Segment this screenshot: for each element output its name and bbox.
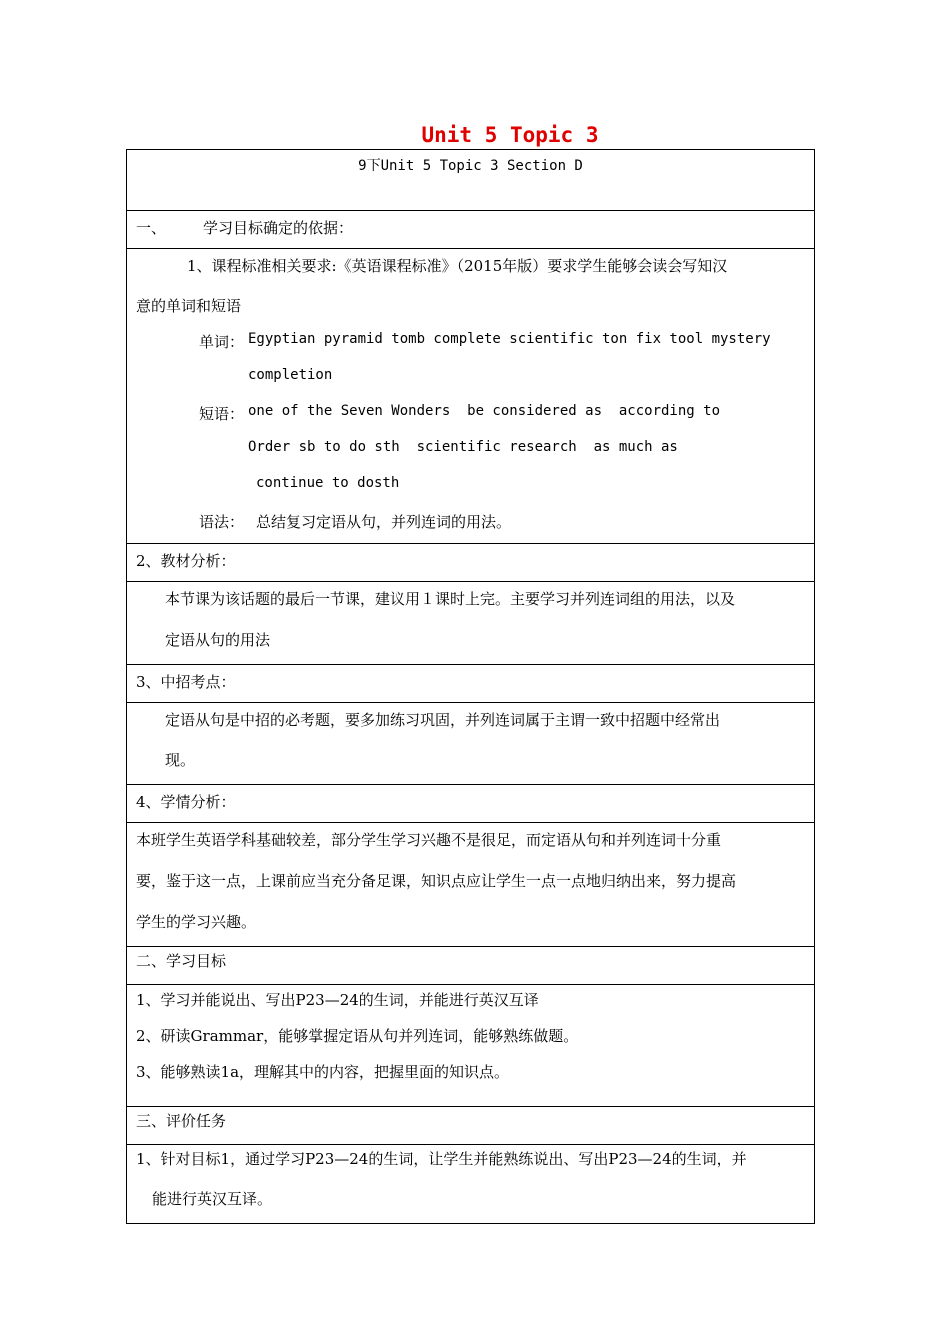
students-line-1: 本班学生英语学科基础较差，部分学生学习兴趣不是很足，而定语从句和并列连词十分重 xyxy=(136,831,722,849)
textbook-line-1: 本节课为该话题的最后一节课，建议用１课时上完。主要学习并列连词组的用法，以及 xyxy=(165,590,736,608)
lesson-plan-table xyxy=(126,149,815,1224)
students-heading: 4、学情分析： xyxy=(136,793,236,811)
evaluation-heading-row xyxy=(127,1106,814,1144)
goal-item-2: 2、研读Grammar，能够掌握定语从句并列连词，能够熟练做题。 xyxy=(136,1027,579,1045)
evaluation-content-row xyxy=(127,1144,814,1223)
goals-content-row xyxy=(127,984,814,1106)
exam-content-row xyxy=(127,702,814,784)
students-heading-row xyxy=(127,784,814,822)
words-line-2: completion xyxy=(248,367,333,383)
exam-line-2: 现。 xyxy=(165,751,196,769)
curriculum-line-2: 意的单词和短语 xyxy=(136,297,242,315)
section-title-row xyxy=(127,150,814,210)
goals-heading-row xyxy=(127,946,814,984)
goal-item-1: 1、学习并能说出、写出P23—24的生词，并能进行英汉互译 xyxy=(136,991,539,1009)
phrases-line-1: one of the Seven Wonders be considered as according to xyxy=(248,403,721,419)
exam-heading-row xyxy=(127,664,814,702)
phrases-line-2: Order sb to do sth scientific research as much as xyxy=(248,439,678,455)
phrases-label: 短语： xyxy=(199,405,245,423)
goal-item-3: 3、能够熟读1a，理解其中的内容，把握里面的知识点。 xyxy=(136,1063,510,1081)
curriculum-row xyxy=(127,248,814,543)
exam-line-1: 定语从句是中招的必考题，要多加练习巩固，并列连词属于主谓一致中招题中经常出 xyxy=(165,711,721,729)
textbook-heading: 2、教材分析： xyxy=(136,552,236,570)
evaluation-heading: 三、评价任务 xyxy=(136,1112,227,1130)
evaluation-line-1: 1、针对目标1，通过学习P23—24的生词，让学生并能熟练说出、写出P23—24的生词，并 xyxy=(136,1150,747,1168)
basis-heading-row xyxy=(127,210,814,248)
words-label: 单词： xyxy=(199,333,245,351)
phrases-line-3: continue to dosth xyxy=(256,475,400,491)
curriculum-line-1: 1、课程标准相关要求:《英语课程标准》（2015年版）要求学生能够会读会写知汉 xyxy=(187,257,728,275)
exam-heading: 3、中招考点： xyxy=(136,673,236,691)
textbook-line-2: 定语从句的用法 xyxy=(165,631,271,649)
textbook-content-row xyxy=(127,581,814,664)
students-line-3: 学生的学习兴趣。 xyxy=(136,913,257,931)
section-subtitle: 9下Unit 5 Topic 3 Section D xyxy=(358,158,583,174)
basis-heading: 学习目标确定的依据： xyxy=(203,219,354,237)
words-line-1: Egyptian pyramid tomb complete scientific ton fix tool mystery xyxy=(248,331,771,347)
grammar-text: 总结复习定语从句，并列连词的用法。 xyxy=(256,513,512,531)
goals-heading: 二、学习目标 xyxy=(136,952,227,970)
students-content-row xyxy=(127,822,814,946)
textbook-heading-row xyxy=(127,543,814,581)
students-line-2: 要，鉴于这一点，上课前应当充分备足课，知识点应让学生一点一点地归纳出来，努力提高 xyxy=(136,872,737,890)
page-title: Unit 5 Topic 3 xyxy=(421,123,599,147)
grammar-label: 语法： xyxy=(199,513,245,531)
evaluation-line-2: 能进行英汉互译。 xyxy=(152,1190,273,1208)
basis-number: 一、 xyxy=(136,219,167,237)
